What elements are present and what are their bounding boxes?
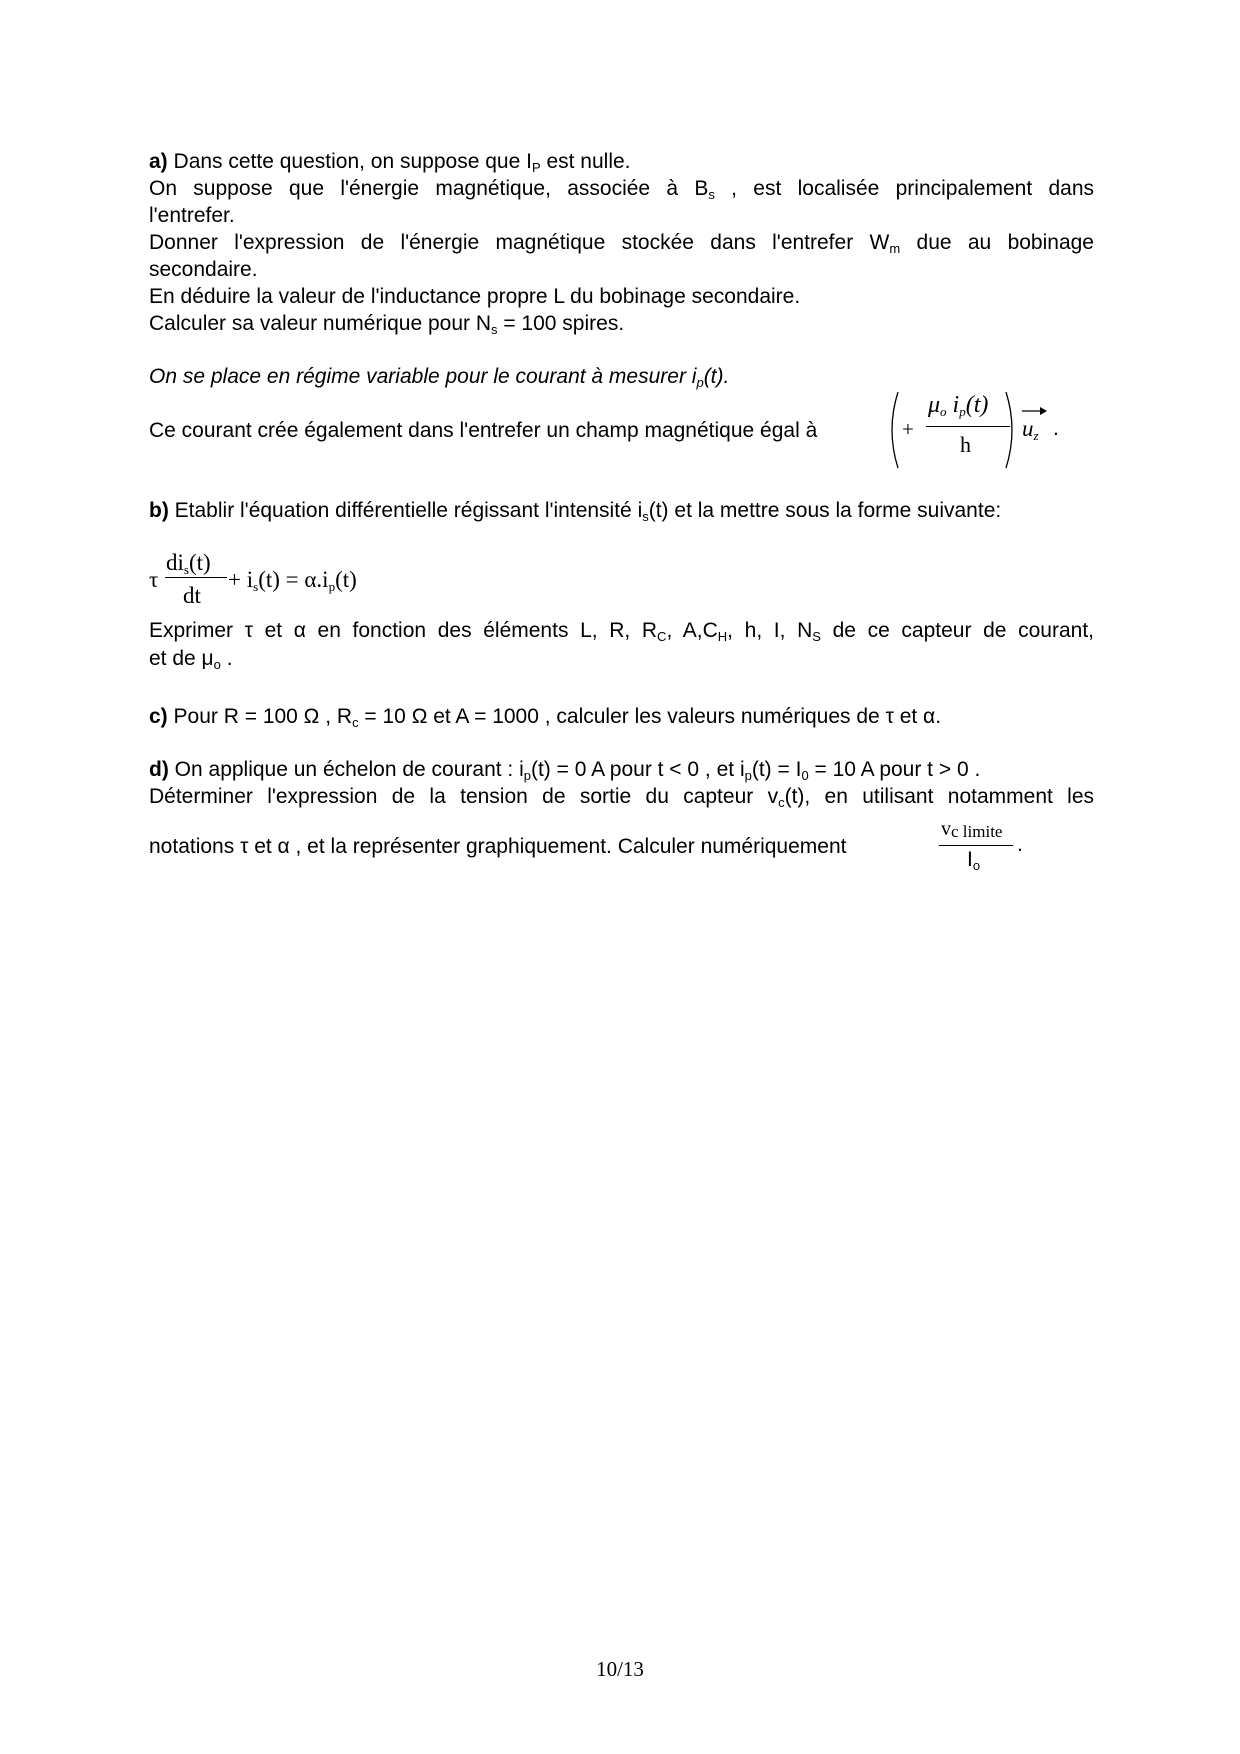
- question-c-statement: c) Pour R = 100 Ω , $R_c = 10$ Ω et A = 1000 , calculer les valeurs numériques de τ et α.: [149, 705, 942, 730]
- ratio-period: .: [1017, 833, 1023, 856]
- field-numerator: $\mu_o$ $i_p(t)$: [928, 392, 989, 419]
- page-number: 10/13: [596, 1657, 644, 1681]
- question-b-label: b): [149, 499, 169, 522]
- equation-rhs: + $i_s(t) = \alpha.i_p(t)$: [228, 567, 357, 594]
- equation-fraction-bar: [165, 577, 227, 578]
- question-a-line-2: On suppose que l'énergie magnétique, associée à $B_s$ , est localisée principalement dans: [149, 177, 1095, 202]
- question-a-line-1: a) Dans cette question, on suppose que $I_P$ est nulle.: [149, 150, 631, 175]
- question-a-line-7: Calculer sa valeur numérique pour $N_s = 100$ spires.: [149, 312, 625, 337]
- ratio-numerator: vc limite: [941, 818, 1003, 841]
- equation-denominator: dt: [183, 583, 201, 608]
- question-d-line-1: d) On applique un échelon de courant : $i_p(t) = 0$ A pour t < 0 , et $i_p(t) = I_0 = 10$ A pour t > 0 .: [149, 758, 981, 783]
- question-b-express-line: Exprimer τ et α en fonction des éléments L, R, $R_C$, $A,C_H$, h, I, $N_S$ de ce capteur de courant,: [149, 619, 1094, 644]
- field-plus-sign: +: [902, 417, 914, 441]
- field-period: .: [1053, 417, 1059, 440]
- question-d-line-3: notations τ et α , et la représenter graphiquement. Calculer numériquement: [149, 835, 847, 858]
- equation-numerator: $di_s(t)$: [166, 550, 211, 577]
- question-a-line-6: En déduire la valeur de l'inductance propre L du bobinage secondaire.: [149, 285, 801, 308]
- question-b-statement: b) Etablir l'équation différentielle régissant l'intensité $i_s(t)$ et la mettre sous la forme suivante:: [149, 499, 1002, 524]
- ratio-denominator: $I_o$: [967, 848, 981, 873]
- ratio-fraction-bar: [939, 845, 1013, 846]
- equation-tau: τ: [149, 567, 159, 592]
- question-b-line-2: et de $\mu_o$ .: [149, 647, 233, 672]
- question-a-line-4: Donner l'expression de l'énergie magnétique stockée dans l'entrefer $W_m$ due au bobinage: [149, 231, 1094, 256]
- field-fraction-bar: [926, 426, 1010, 427]
- question-d-label: d): [149, 758, 169, 781]
- question-d-line-2: Déterminer l'expression de la tension de sortie du capteur $v_c(t)$, en utilisant notamment les: [149, 785, 1094, 810]
- question-a-label: a): [149, 150, 168, 173]
- question-c-label: c): [149, 705, 168, 728]
- question-a-line-5: secondaire.: [149, 258, 258, 281]
- field-sentence: Ce courant crée également dans l'entrefer un champ magnétique égal à: [149, 419, 818, 442]
- variable-regime-intro: On se place en régime variable pour le courant à mesurer $i_p(t)$.: [149, 365, 730, 390]
- field-denominator: h: [960, 432, 971, 457]
- unit-vector-uz: $u_z$: [1022, 416, 1039, 443]
- question-a-line-3: l'entrefer.: [149, 204, 235, 227]
